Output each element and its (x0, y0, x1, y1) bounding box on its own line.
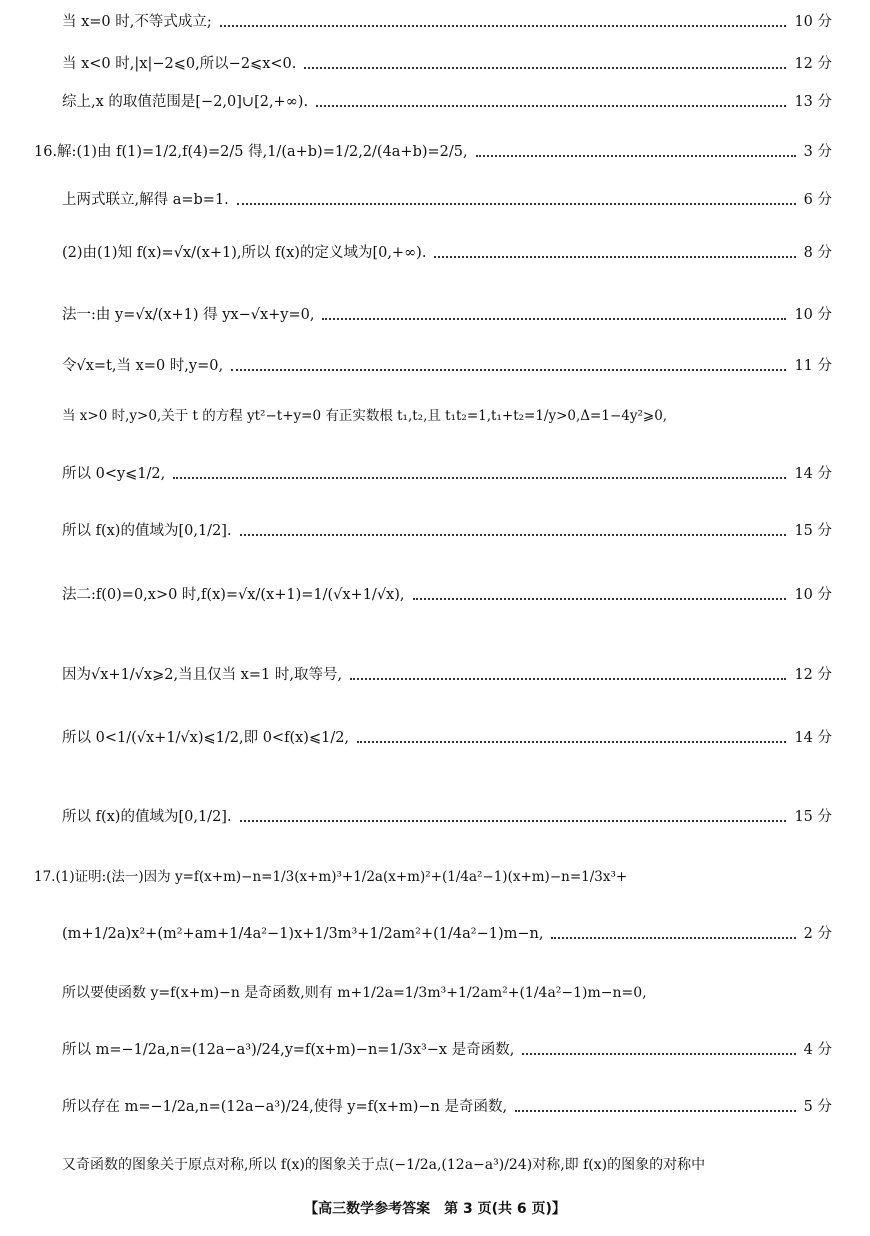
answer-line: 所以 0<1/(√x+1/√x)⩽1/2,即 0<f(x)⩽1/2, 14 分 (62, 727, 832, 749)
answer-line: 17.(1)证明:(法一)因为 y=f(x+m)−n=1/3(x+m)³+1/2a(x+m)²+(1/4a²−1)(x+m)−n=1/3x³+ (34, 869, 628, 885)
score: 13 分 (794, 94, 832, 110)
score: 3 分 (803, 144, 832, 160)
answer-line: 当 x>0 时,y>0,关于 t 的方程 yt²−t+y=0 有正实数根 t₁,t₂,且 t₁t₂=1,t₁+t₂=1/y>0,Δ=1−4y²⩾0, (62, 408, 668, 424)
answer-line: 法二:f(0)=0,x>0 时,f(x)=√x/(x+1)=1/(√x+1/√x), 10 分 (62, 584, 832, 606)
page-footer: 【高三数学参考答案 第 3 页(共 6 页)】 (304, 1201, 566, 1217)
score: 15 分 (794, 523, 832, 539)
answer-line: 所以要使函数 y=f(x+m)−n 是奇函数,则有 m+1/2a=1/3m³+1/2am²+(1/4a²−1)m−n=0, (62, 985, 647, 1001)
score: 10 分 (794, 14, 832, 30)
answer-line: 16.解:(1)由 f(1)=1/2,f(4)=2/5 得,1/(a+b)=1/2,2/(4a+b)=2/5, 3 分 (34, 141, 832, 163)
score: 2 分 (803, 926, 832, 942)
answer-line: 所以 0<y⩽1/2, 14 分 (62, 463, 832, 485)
score: 4 分 (803, 1042, 832, 1058)
answer-line: 上两式联立,解得 a=b=1. 6 分 (62, 192, 832, 208)
score: 5 分 (803, 1099, 832, 1115)
score: 11 分 (794, 358, 832, 374)
answer-line: 所以 m=−1/2a,n=(12a−a³)/24,y=f(x+m)−n=1/3x³−x 是奇函数, 4 分 (62, 1039, 832, 1061)
score: 14 分 (794, 466, 832, 482)
answer-line: (m+1/2a)x²+(m²+am+1/4a²−1)x+1/3m³+1/2am²+(1/4a²−1)m−n, 2 分 (62, 923, 832, 945)
answer-line: 所以 f(x)的值域为[0,1/2]. 15 分 (62, 520, 832, 542)
answer-line: 当 x<0 时,|x|−2⩽0,所以−2⩽x<0. 12 分 (62, 56, 832, 72)
answer-line: (2)由(1)知 f(x)=√x/(x+1),所以 f(x)的定义域为[0,+∞). 8 分 (62, 242, 832, 264)
score: 15 分 (794, 809, 832, 825)
answer-line: 又奇函数的图象关于原点对称,所以 f(x)的图象关于点(−1/2a,(12a−a³)/24)对称,即 f(x)的图象的对称中 (62, 1157, 706, 1173)
answer-line: 因为√x+1/√x⩾2,当且仅当 x=1 时,取等号, 12 分 (62, 664, 832, 686)
answer-line: 综上,x 的取值范围是[−2,0]∪[2,+∞). 13 分 (62, 94, 832, 110)
answer-line: 当 x=0 时,不等式成立; 10 分 (62, 14, 832, 30)
score: 8 分 (803, 245, 832, 261)
score: 12 分 (794, 667, 832, 683)
score: 12 分 (794, 56, 832, 72)
answer-line: 法一:由 y=√x/(x+1) 得 yx−√x+y=0, 10 分 (62, 304, 832, 326)
score: 6 分 (803, 192, 832, 208)
answer-line: 令√x=t,当 x=0 时,y=0, 11 分 (62, 358, 832, 374)
score: 14 分 (794, 730, 832, 746)
score: 10 分 (794, 587, 832, 603)
answer-line: 所以存在 m=−1/2a,n=(12a−a³)/24,使得 y=f(x+m)−n 是奇函数, 5 分 (62, 1096, 832, 1118)
answer-line: 所以 f(x)的值域为[0,1/2]. 15 分 (62, 806, 832, 828)
score: 10 分 (794, 307, 832, 323)
